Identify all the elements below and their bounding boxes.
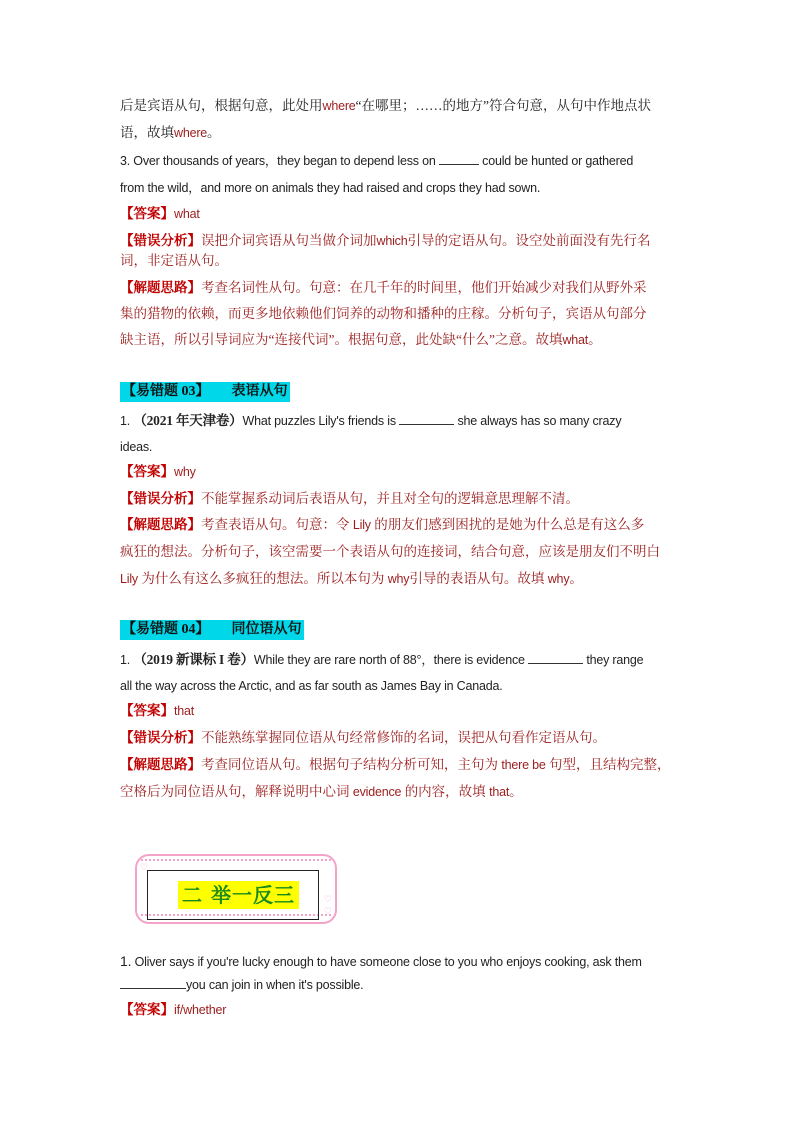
paragraph-line: 语，故填where。 — [120, 125, 221, 140]
solution-idea: 空格后为同位语从句，解释说明中心词 evidence 的内容，故填 that。 — [120, 784, 523, 799]
section-heading-04: 【易错题 04】 同位语从句 — [120, 620, 304, 640]
paragraph-line: 后是宾语从句，根据句意，此处用where“在哪里；……的地方”符合句意，从句中作地点状 — [120, 98, 652, 113]
question-04-line: 1. （2019 新课标 I 卷）While they are rare north of 88°，there is evidence they range — [120, 652, 644, 667]
error-analysis: 词，非定语从句。 — [120, 253, 228, 268]
answer-line: 【答案】if/whether — [120, 1002, 227, 1017]
question-3-line: from the wild，and more on animals they had raised and crops they had sown. — [120, 181, 541, 195]
answer-blank — [439, 152, 479, 165]
heart-icon: ♡ — [323, 894, 332, 904]
heart-icon: ♡ — [323, 906, 332, 916]
solution-idea: 缺主语，所以引导词应为“连接代词”。根据句意，此处缺“什么”之意。故填what。 — [120, 332, 602, 347]
heart-icon: ♡ — [140, 862, 149, 872]
decorative-dots — [141, 859, 331, 864]
error-analysis: 【错误分析】不能掌握系动词后表语从句，并且对全句的逻辑意思理解不清。 — [120, 491, 579, 506]
answer-blank — [528, 651, 583, 664]
banner-box — [147, 870, 319, 920]
answer-blank — [399, 412, 454, 425]
practice-question-line: 1. Oliver says if you're lucky enough to have someone close to you who enjoys cooking, ask them — [120, 953, 642, 969]
answer-line: 【答案】what — [120, 206, 200, 221]
error-analysis: 【错误分析】不能熟练掌握同位语从句经常修饰的名词，误把从句看作定语从句。 — [120, 730, 606, 745]
solution-idea: 【解题思路】考查同位语从句。根据句子结构分析可知，主句为 there be 句型，且结构完整， — [120, 757, 671, 772]
solution-idea: 集的猎物的依赖，而更多地依赖他们饲养的动物和播种的庄稼。分析句子，宾语从句部分 — [120, 306, 647, 321]
question-04-line: all the way across the Arctic, and as far south as James Bay in Canada. — [120, 679, 503, 693]
question-3-line: 3. Over thousands of years，they began to depend less on could be hunted or gathered — [120, 154, 634, 168]
solution-idea: Lily 为什么有这么多疯狂的想法。所以本句为 why引导的表语从句。故填 why。 — [120, 571, 583, 586]
error-analysis: 【错误分析】误把介词宾语从句当做介词加which引导的定语从句。设空处前面没有先行名 — [120, 233, 651, 248]
solution-idea: 疯狂的想法。分析句子，该空需要一个表语从句的连接词，结合句意，应该是朋友们不明白 — [120, 544, 660, 559]
question-03-line: ideas. — [120, 440, 153, 454]
solution-idea: 【解题思路】考查名词性从句。句意：在几千年的时间里，他们开始减少对我们从野外采 — [120, 280, 647, 295]
answer-line: 【答案】why — [120, 464, 196, 479]
question-03-line: 1. （2021 年天津卷）What puzzles Lily's friends is she always has so many crazy — [120, 413, 622, 428]
practice-question-line: you can join in when it's possible. — [120, 976, 680, 994]
solution-idea: 【解题思路】考查表语从句。句意：令 Lily 的朋友们感到困扰的是她为什么总是有这么多 — [120, 517, 645, 532]
section-heading-03: 【易错题 03】 表语从句 — [120, 382, 290, 402]
answer-blank — [120, 976, 186, 989]
answer-line: 【答案】that — [120, 703, 195, 718]
section-2-title: 二 举一反三 — [178, 881, 299, 909]
section-2-banner — [135, 854, 337, 924]
